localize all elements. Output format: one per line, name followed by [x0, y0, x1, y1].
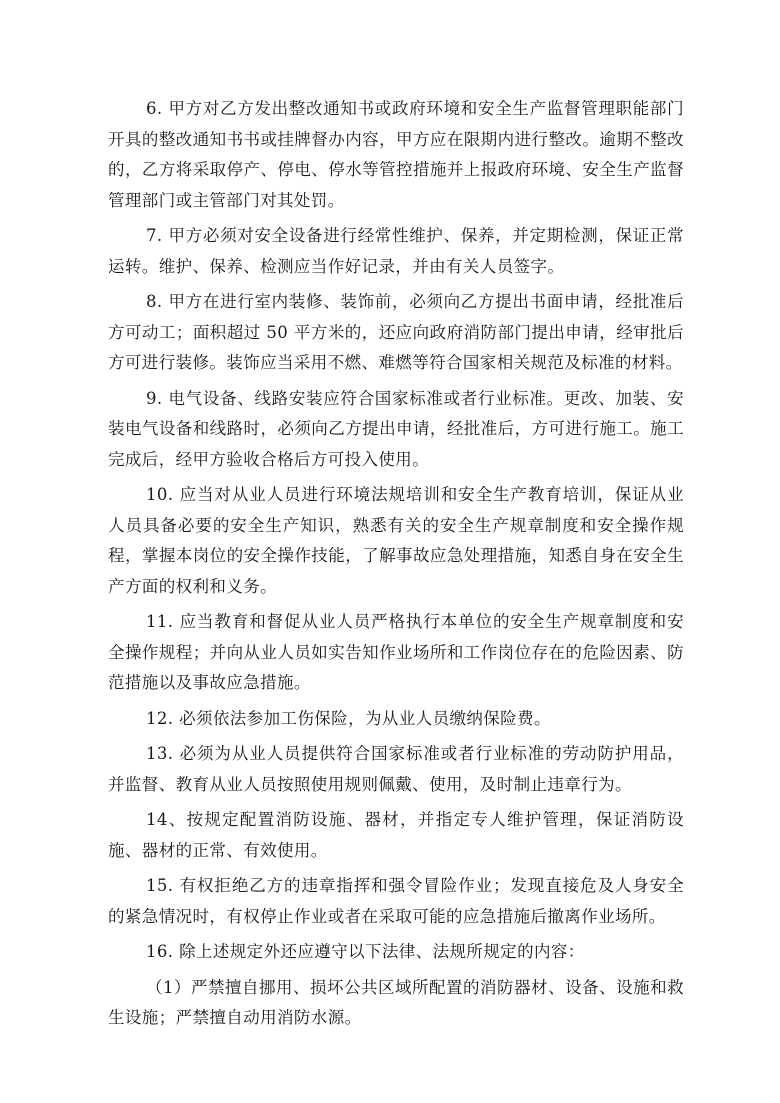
- paragraph-item-9: 9. 电气设备、线路安装应符合国家标准或者行业标准。更改、加装、安装电气设备和线路时，必须向乙方提出申请，经批准后，方可进行施工。施工完成后，经甲方验收合格后方可投入使用。: [108, 388, 684, 469]
- paragraph-item-14: 14、按规定配置消防设施、器材，并指定专人维护管理，保证消防设施、器材的正常、有效使用。: [108, 810, 684, 860]
- paragraph-item-11: 11. 应当教育和督促从业人员严格执行本单位的安全生产规章制度和安全操作规程；并向从业人员如实告知作业场所和工作岗位存在的危险因素、防范措施以及事故应急措施。: [108, 612, 684, 692]
- paragraph-item-7: 7. 甲方必须对安全设备进行经常性维护、保养，并定期检测，保证正常运转。维护、保养、检测应当作好记录，并由有关人员签字。: [108, 226, 684, 276]
- paragraph-subitem-1: （1）严禁擅自挪用、损坏公共区域所配置的消防器材、设备、设施和救生设施；严禁擅自动用消防水源。: [108, 977, 684, 1027]
- paragraph-item-15: 15. 有权拒绝乙方的违章指挥和强令冒险作业；发现直接危及人身安全的紧急情况时，有权停止作业或者在采取可能的应急措施后撤离作业场所。: [108, 876, 684, 926]
- paragraph-item-8: 8. 甲方在进行室内装修、装饰前，必须向乙方提出书面申请，经批准后方可动工；面积超过 50 平方米的，还应向政府消防部门提出申请，经审批后方可进行装修。装饰应当采用不燃、难燃等符合国家相关规范及标准的材料。: [108, 292, 684, 372]
- paragraph-item-6: 6. 甲方对乙方发出整改通知书或政府环境和安全生产监督管理职能部门开具的整改通知书书或挂牌督办内容，甲方应在限期内进行整改。逾期不整改的，乙方将采取停产、停电、停水等管控措施并上报政府环境、安全生产监督管理部门或主管部门对其处罚。: [108, 99, 684, 210]
- paragraph-item-16: 16. 除上述规定外还应遵守以下法律、法规所规定的内容：: [146, 942, 585, 961]
- paragraph-item-13: 13. 必须为从业人员提供符合国家标准或者行业标准的劳动防护用品，并监督、教育从业人员按照使用规则佩戴、使用，及时制止违章行为。: [108, 744, 684, 794]
- paragraph-item-12: 12. 必须依法参加工伤保险，为从业人员缴纳保险费。: [146, 708, 551, 728]
- document-body: [108, 94, 684, 1039]
- paragraph-item-10: 10. 应当对从业人员进行环境法规培训和安全生产教育培训，保证从业人员具备必要的安全生产知识，熟悉有关的安全生产规章制度和安全操作规程，掌握本岗位的安全操作技能，了解事故应急处理措施，知悉自身在安全生产方面的权利和义务。: [108, 485, 684, 596]
